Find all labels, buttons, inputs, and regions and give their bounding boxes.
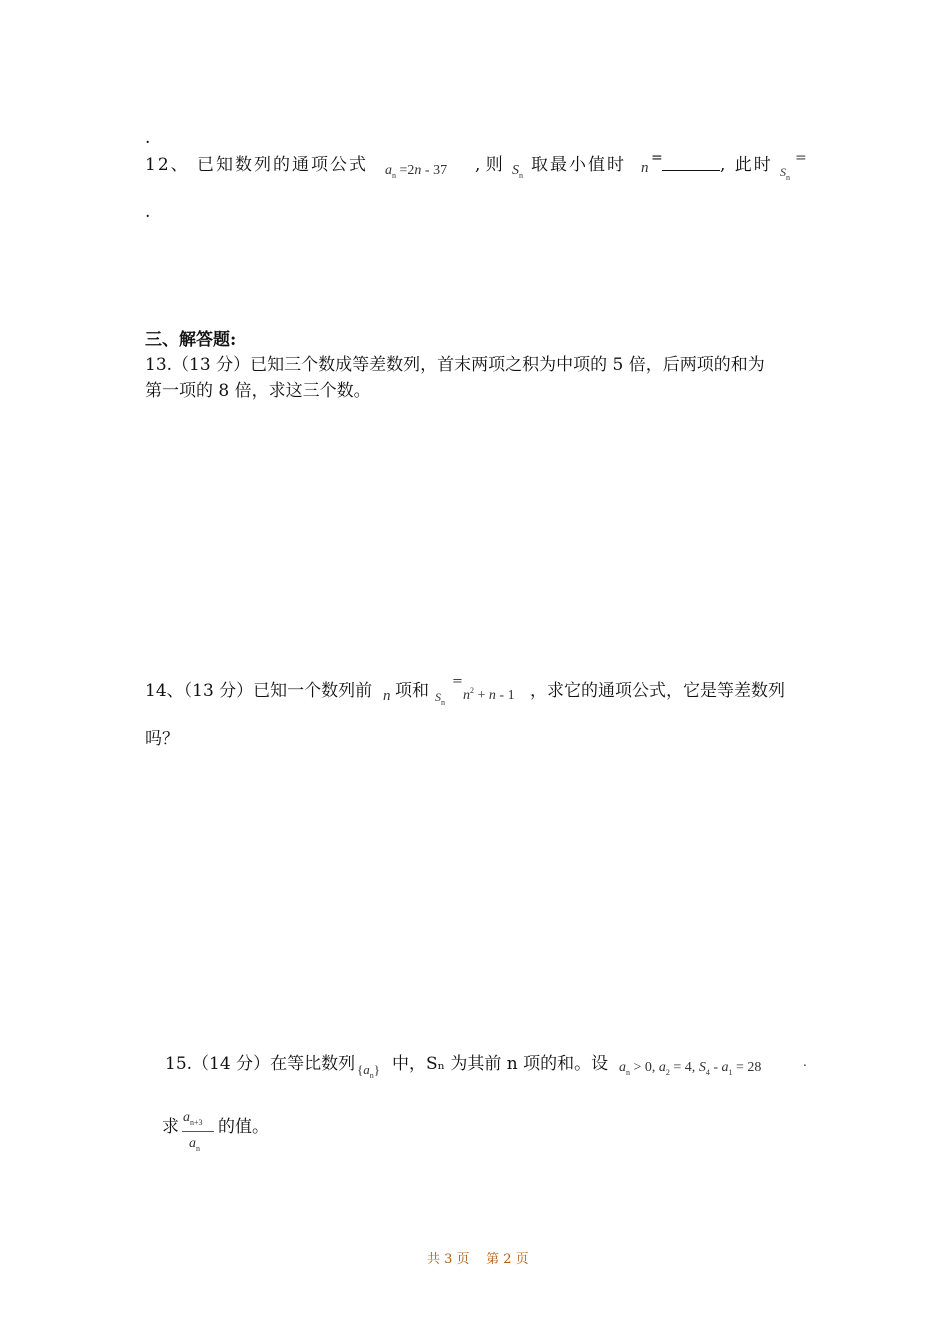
q15-tail: . <box>803 1055 807 1069</box>
q12-text4: , 此时 <box>720 155 773 175</box>
q14-var-n: n <box>383 688 391 704</box>
q12-var-s2: $S_n$ <box>780 165 790 182</box>
q13-line2: 第一项的 8 倍，求这三个数。 <box>145 381 371 401</box>
q14-line2: 吗？ <box>145 729 179 749</box>
q15-ask-end: 的值。 <box>218 1117 269 1137</box>
q15-ask: 求 <box>162 1117 179 1137</box>
section-heading: 三、解答题: <box>145 330 237 350</box>
q12-var-s: $S_n$ <box>512 163 523 180</box>
q12-eq: = <box>651 150 663 166</box>
q12-number: 12、 <box>145 155 190 175</box>
q14-formula-right: $n^2 + n - 1$ <box>463 686 515 703</box>
q15-numerator: $a_{n+3}$ <box>183 1110 203 1127</box>
q15-fraction-bar <box>182 1131 214 1132</box>
q15-denominator: $a_n$ <box>189 1136 200 1153</box>
q14-text-mid: 项和 <box>395 681 429 701</box>
q15-condition: $a_n > 0$, $a_2 = 4$, $S_4 - a_1 = 28$ <box>619 1060 762 1077</box>
q15-seq: $\{a_n\}$ <box>357 1062 380 1080</box>
page-footer: 共 3 页 第 2 页 <box>427 1252 529 1267</box>
q12-formula: $a_n =2n - 37$ <box>385 163 448 180</box>
q12-text2: , 则 <box>475 155 503 175</box>
q12-answer-blank <box>662 158 720 171</box>
q14-suffix: ，求它的通项公式，它是等差数列 <box>530 681 785 701</box>
q12-dot-bottom: . <box>145 202 151 222</box>
q14-formula-left: $S_n$ <box>435 690 445 707</box>
q12-text1: 已知数列的通项公式 <box>197 155 369 175</box>
q12-dot-top: . <box>145 128 151 148</box>
q14-eq: = <box>452 674 463 689</box>
q12-var-n: n <box>641 160 649 176</box>
q15-prefix: 15.（14 分）在等比数列 <box>165 1054 356 1074</box>
q12-eq2: = <box>795 150 807 166</box>
q13-line1: 13.（13 分）已知三个数成等差数列，首末两项之积为中项的 5 倍，后两项的和为 <box>145 355 765 375</box>
q12-text3: 取最小值时 <box>531 155 626 175</box>
question-12 <box>145 150 368 175</box>
q15-text-mid: 中，Sₙ 为其前 n 项的和。设 <box>392 1054 609 1074</box>
q14-prefix: 14、（13 分）已知一个数列前 <box>145 681 373 701</box>
